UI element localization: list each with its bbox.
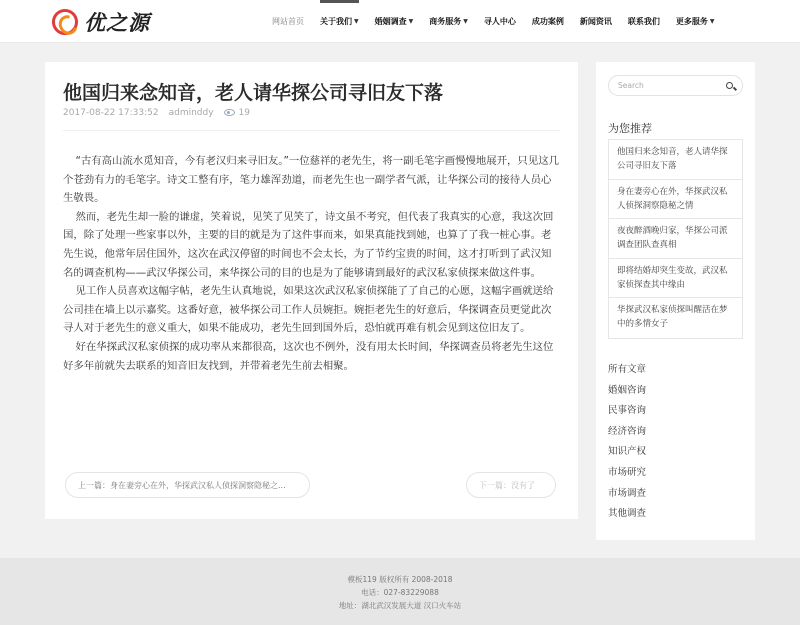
article-paragraph: 好在华探武汉私家侦探的成功率从来都很高，这次也不例外，没有用太长时间，华探调查员将老先生这位好多年前就失去联系的知音旧友找到，并带着老先生前去相聚。 — [63, 340, 554, 372]
nav-item-about[interactable] — [312, 0, 367, 43]
recommend-item[interactable]: 即将结婚却突生变故，武汉私家侦探查其中缘由 — [609, 259, 742, 299]
search-input[interactable]: Search — [618, 81, 644, 90]
article-author[interactable]: adminddy — [168, 108, 214, 118]
logo-text: 优之源 — [84, 10, 150, 35]
nav-label: 更多服务 — [675, 17, 708, 26]
nav-label: 成功案例 — [531, 17, 564, 26]
nav-label: 联系我们 — [627, 17, 660, 26]
article-pager — [65, 472, 556, 500]
nav-label: 关于我们 — [320, 17, 352, 26]
main-nav — [264, 0, 723, 43]
footer-address: 地址：湖北武汉发展大道 汉口火车站 — [338, 601, 462, 610]
view-count — [224, 108, 250, 118]
category-item[interactable]: 其他调查 — [608, 508, 647, 520]
nav-item-more[interactable] — [668, 0, 723, 43]
recommend-list — [608, 139, 743, 339]
article-paragraph: “古有高山流水觅知音，今有老汉归来寻旧友。”一位慈祥的老先生，将一副毛笔字画慢慢地展开，只见这几个苍劲有力的毛笔字。诗文工整有序，笔力雄浑劲道，而老先生也一副学者气派，让华探公司的接待人员心生敬畏。 — [63, 155, 559, 205]
footer-phone: 电话：027-83229088 — [361, 588, 439, 597]
caret-down-icon: ▼ — [354, 18, 359, 25]
category-item[interactable]: 市场调查 — [608, 487, 647, 499]
prev-article-link[interactable]: 上一篇：身在妻旁心在外，华探武汉私人侦探洞察隐秘之... — [65, 472, 310, 498]
category-item[interactable]: 所有文章 — [608, 364, 647, 375]
recommend-heading: 为您推荐 — [608, 122, 652, 135]
article-title: 他国归来念知音，老人请华探公司寻旧友下落 — [63, 82, 444, 104]
article-body — [63, 152, 560, 375]
category-item[interactable]: 市场研究 — [608, 466, 647, 478]
article-paragraph: 然而，老先生却一脸的谦虚，笑着说，见笑了见笑了，诗文虽不考究，但代表了我真实的心意，我这次回国，除了处理一些家事以外，主要的目的就是为了这件事而来，如果真能找到她，也算了了我一桩心事。老先生说，他常年居住国外，这次在武汉停留的时间也不会太长，为了节约宝贵的时间，这才打听到了武汉知名的调查机构——武汉华探公司，来华探公司的目的也是为了能够请到最好的武汉私家侦探来做这件事。 — [63, 210, 554, 279]
logo-icon — [52, 9, 78, 35]
site-header — [0, 0, 800, 43]
article-meta — [63, 108, 260, 118]
nav-item-home[interactable] — [264, 0, 312, 43]
category-item[interactable]: 经济咨询 — [608, 425, 647, 437]
category-item[interactable]: 婚姻咨询 — [608, 384, 647, 396]
nav-item-news[interactable] — [572, 0, 620, 43]
search-box[interactable] — [608, 75, 743, 96]
category-item[interactable]: 民事咨询 — [608, 405, 647, 417]
category-item[interactable]: 知识产权 — [608, 446, 647, 458]
caret-down-icon: ▼ — [709, 18, 715, 25]
view-count-value: 19 — [238, 108, 250, 118]
eye-icon — [224, 109, 235, 116]
footer-copyright: 模板119 版权所有 2008-2018 — [347, 575, 453, 584]
nav-item-cases[interactable] — [524, 0, 572, 43]
nav-label: 婚姻调查 — [374, 17, 407, 26]
nav-label: 网站首页 — [272, 17, 304, 26]
recommend-item[interactable]: 他国归来念知音，老人请华探公司寻旧友下落 — [609, 140, 742, 180]
caret-down-icon: ▼ — [463, 18, 468, 25]
site-footer — [0, 558, 800, 625]
nav-item-contact[interactable] — [620, 0, 668, 43]
nav-item-business[interactable] — [421, 0, 476, 43]
next-article-link[interactable]: 下一篇：没有了 — [466, 472, 556, 498]
article-card — [45, 62, 578, 519]
search-icon[interactable] — [726, 82, 733, 89]
sidebar — [596, 62, 755, 540]
article-date: 2017-08-22 17:33:52 — [63, 108, 159, 118]
recommend-item[interactable]: 身在妻旁心在外，华探武汉私人侦探洞察隐秘之情 — [609, 180, 742, 220]
recommend-item[interactable]: 夜夜醉酒晚归家，华探公司派调查团队查真相 — [609, 219, 742, 259]
nav-label: 新闻资讯 — [579, 17, 612, 26]
nav-item-marriage[interactable] — [367, 0, 422, 43]
article-paragraph: 见工作人员喜欢这幅字帖，老先生认真地说，如果这次武汉私家侦探能了了自己的心愿，这幅字画就送给公司挂在墙上以示嘉奖。这番好意，被华探公司工作人员婉拒。婉拒老先生的好意后，华探调查员更觉此次寻人对于老先生的意义重大，如果不能成功，老先生回到国外后，恐怕就再难有机会见到这位旧友了。 — [63, 285, 554, 335]
recommend-item[interactable]: 华探武汉私家侦探叫醒活在梦中的多情女子 — [617, 305, 728, 329]
caret-down-icon: ▼ — [408, 18, 414, 25]
nav-item-search-person[interactable] — [476, 0, 524, 43]
category-list — [608, 360, 646, 525]
site-logo[interactable] — [52, 6, 150, 38]
nav-label: 寻人中心 — [483, 17, 516, 26]
nav-label: 商务服务 — [429, 17, 462, 26]
title-divider — [63, 130, 560, 131]
